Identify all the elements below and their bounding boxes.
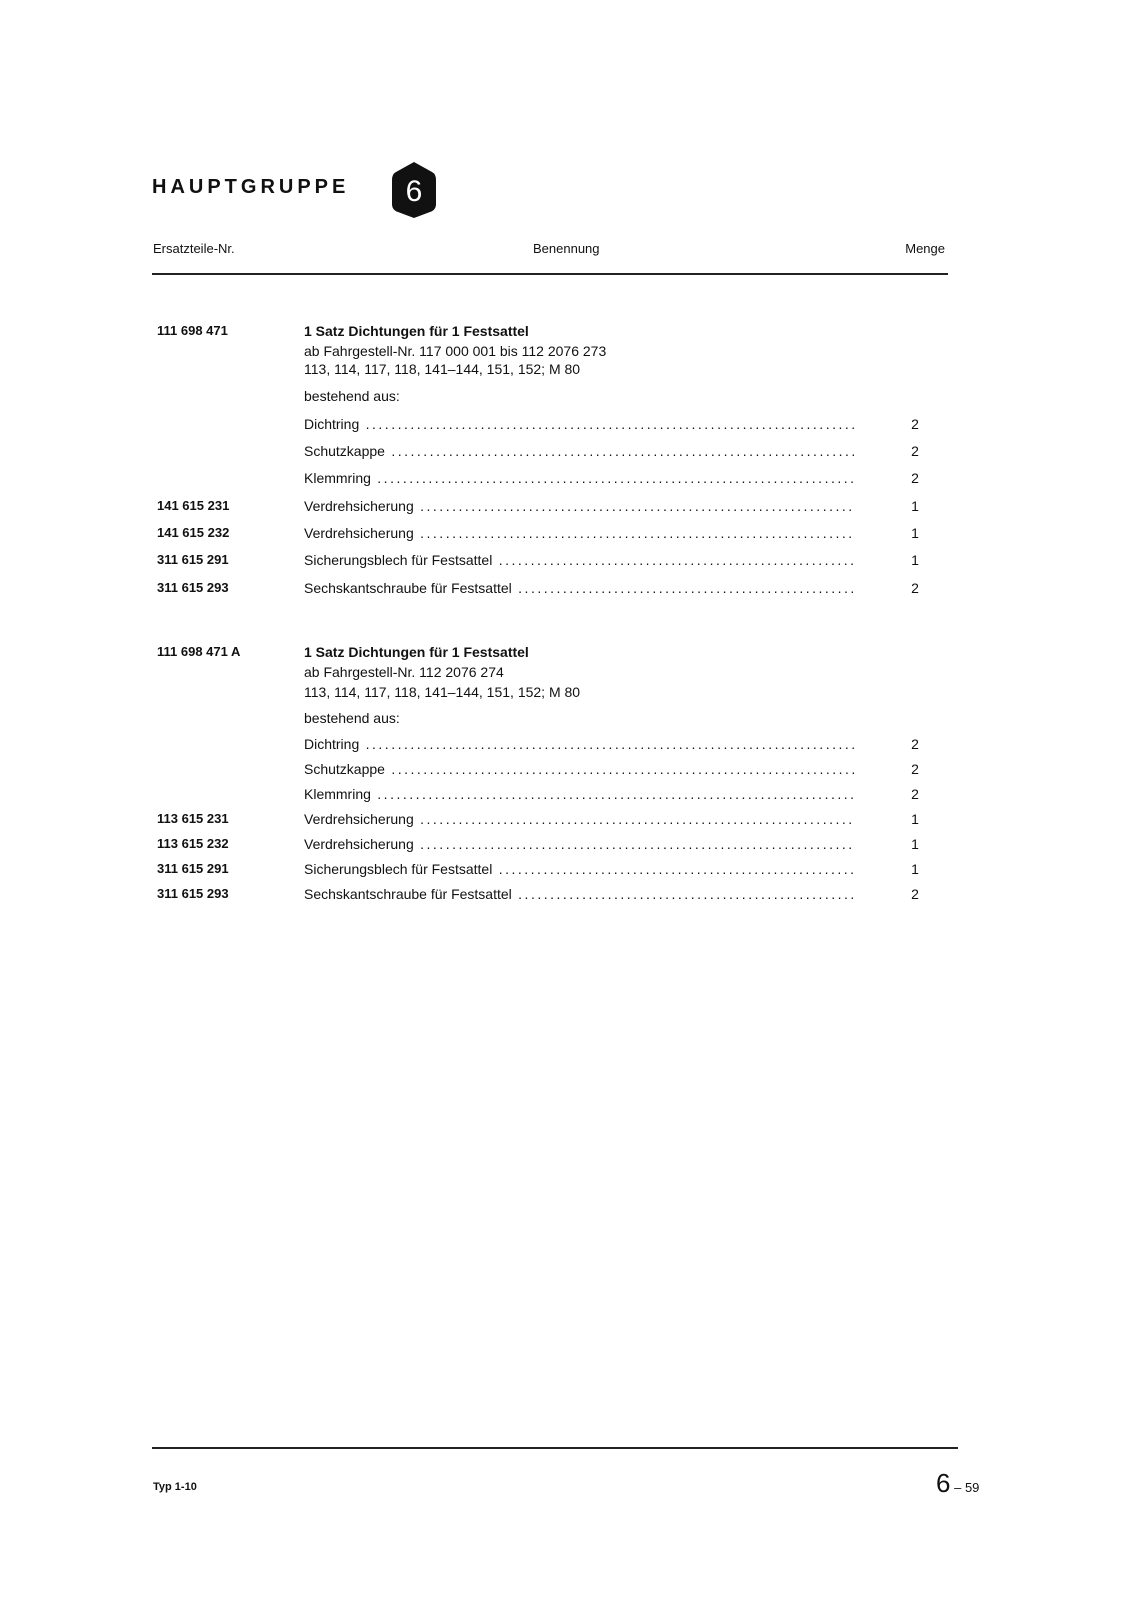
- section-heading: 1 Satz Dichtungen für 1 Festsattel: [304, 323, 529, 339]
- part-quantity: 1: [911, 861, 919, 877]
- type-label: Typ 1-10: [153, 1481, 197, 1493]
- note-text: ab Fahrgestell-Nr. 112 2076 274: [304, 664, 504, 680]
- part-name: Verdrehsicherung .....: [304, 522, 854, 544]
- part-quantity: 1: [911, 552, 919, 568]
- part-number: 113 615 232: [157, 836, 229, 851]
- part-quantity: 1: [911, 525, 919, 541]
- part-name: Klemmring .....: [304, 467, 854, 489]
- part-number: 141 615 232: [157, 525, 230, 540]
- table-row: [0, 733, 1138, 755]
- page-title: HAUPTGRUPPE: [152, 176, 350, 198]
- part-name: Dichtring .....: [304, 733, 854, 755]
- table-row: [0, 883, 1138, 905]
- part-name: Schutzkappe .....: [304, 758, 854, 780]
- header-divider: [152, 273, 948, 275]
- part-quantity: 2: [911, 736, 919, 752]
- part-quantity: 2: [911, 886, 919, 902]
- table-row: [0, 783, 1138, 805]
- part-quantity: 2: [911, 470, 919, 486]
- part-name: Dichtring .....: [304, 413, 854, 435]
- note-text: bestehend aus:: [304, 388, 400, 404]
- page-number-major: 6: [936, 1468, 951, 1498]
- footer-divider: [152, 1447, 958, 1449]
- part-number: 311 615 291: [157, 552, 229, 567]
- table-row: [0, 495, 1138, 517]
- part-name: Sicherungsblech für Festsattel .....: [304, 549, 854, 571]
- note-text: bestehend aus:: [304, 710, 400, 726]
- section-note: [0, 707, 1138, 729]
- part-quantity: 2: [911, 416, 919, 432]
- table-row: [0, 758, 1138, 780]
- section-part-number: 111 698 471 A: [157, 644, 241, 659]
- group-number: 6: [405, 175, 423, 208]
- column-header-name: Benennung: [533, 241, 600, 256]
- part-quantity: 2: [911, 443, 919, 459]
- table-row: [0, 808, 1138, 830]
- table-row: [0, 522, 1138, 544]
- section-note: [0, 682, 1138, 704]
- part-name: Schutzkappe .....: [304, 440, 854, 462]
- section-part-number: 111 698 471: [157, 323, 228, 338]
- part-number: 311 615 293: [157, 580, 229, 595]
- section-heading: 1 Satz Dichtungen für 1 Festsattel: [304, 644, 529, 660]
- table-row: [0, 549, 1138, 571]
- note-text: 113, 114, 117, 118, 141–144, 151, 152; M 80: [304, 684, 581, 700]
- page-number-minor: 59: [964, 1480, 980, 1495]
- part-name: Sicherungsblech für Festsattel .....: [304, 858, 854, 880]
- part-quantity: 1: [911, 498, 919, 514]
- part-number: 113 615 231: [157, 811, 229, 826]
- group-badge: [392, 160, 436, 220]
- page-number: 6 – 59: [936, 1468, 980, 1498]
- part-quantity: 2: [911, 786, 919, 802]
- section-heading-row: [0, 641, 1138, 663]
- part-number: 311 615 291: [157, 861, 229, 876]
- table-row: [0, 413, 1138, 435]
- section-heading-row: [0, 320, 1138, 342]
- table-row: [0, 858, 1138, 880]
- part-name: Verdrehsicherung .....: [304, 808, 854, 830]
- section-note: [0, 359, 1138, 381]
- part-name: Klemmring .....: [304, 783, 854, 805]
- part-name: Sechskantschraube für Festsattel .....: [304, 577, 854, 599]
- part-quantity: 1: [911, 811, 919, 827]
- column-header-quantity: Menge: [905, 241, 945, 256]
- part-number: 141 615 231: [157, 498, 230, 513]
- part-name: Verdrehsicherung .....: [304, 495, 854, 517]
- section-note: [0, 385, 1138, 407]
- part-name: Verdrehsicherung .....: [304, 833, 854, 855]
- part-quantity: 1: [911, 836, 919, 852]
- section-note: [0, 662, 1138, 684]
- table-row: [0, 833, 1138, 855]
- column-header-part-number: Ersatzteile-Nr.: [153, 241, 235, 256]
- part-number: 311 615 293: [157, 886, 229, 901]
- note-text: ab Fahrgestell-Nr. 117 000 001 bis 112 2076 273: [304, 343, 607, 359]
- part-quantity: 2: [911, 761, 919, 777]
- table-row: [0, 467, 1138, 489]
- table-row: [0, 440, 1138, 462]
- note-text: 113, 114, 117, 118, 141–144, 151, 152; M 80: [304, 361, 581, 377]
- part-name: Sechskantschraube für Festsattel .....: [304, 883, 854, 905]
- part-quantity: 2: [911, 580, 919, 596]
- table-row: [0, 577, 1138, 599]
